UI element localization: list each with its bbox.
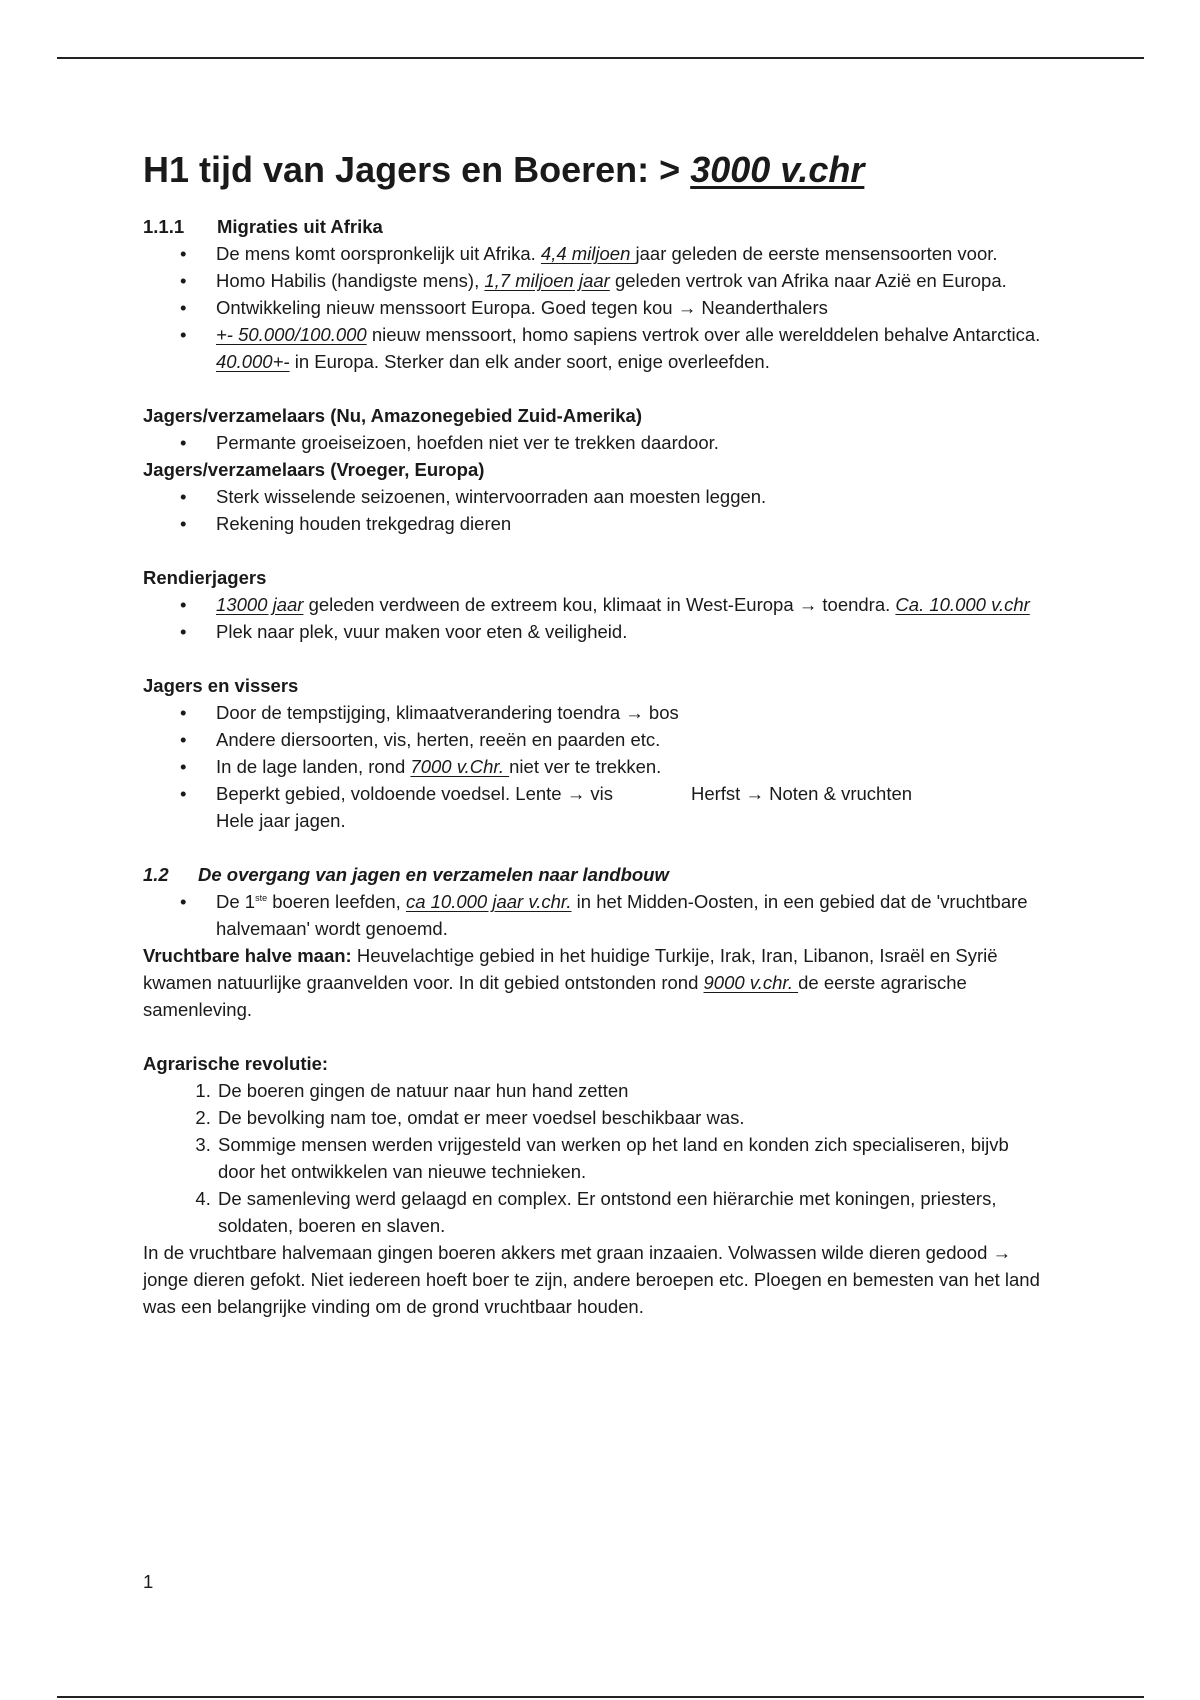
jagers-vroeger-list bbox=[143, 483, 1043, 537]
rendierjagers-list bbox=[143, 591, 1043, 645]
list-item: 2. De bevolking nam toe, omdat er meer voedsel beschikbaar was. bbox=[216, 1104, 1043, 1131]
list-item: • +- 50.000/100.000 nieuw menssoort, homo sapiens vertrok over alle werelddelen behalve Antarctica. 40.000+- in Europa. Sterker dan elk ander soort, enige overleefden. bbox=[216, 321, 1043, 375]
list-item: • Rekening houden trekgedrag dieren bbox=[216, 510, 1043, 537]
list-item: • Andere diersoorten, vis, herten, reeën en paarden etc. bbox=[216, 726, 1043, 753]
rendierjagers-heading: Rendierjagers bbox=[143, 567, 267, 588]
header-rule bbox=[57, 57, 1144, 59]
footer-rule bbox=[57, 1696, 1144, 1698]
list-item: • In de lage landen, rond 7000 v.Chr. niet ver te trekken. bbox=[216, 753, 1043, 780]
list-item: • Door de tempstijging, klimaatverandering toendra → bos bbox=[216, 699, 1043, 726]
list-item: • Beperkt gebied, voldoende voedsel. Lente → vis Herfst → Noten & vruchten Hele jaar jagen. bbox=[216, 780, 1043, 834]
section-1-2-heading: 1.2 De overgang van jagen en verzamelen naar landbouw bbox=[143, 864, 669, 885]
section-1-1-1-heading: 1.1.1 Migraties uit Afrika bbox=[143, 216, 383, 237]
list-item: • Ontwikkeling nieuw menssoort Europa. Goed tegen kou → Neanderthalers bbox=[216, 294, 1043, 321]
list-item: • Sterk wisselende seizoenen, wintervoorraden aan moesten leggen. bbox=[216, 483, 1043, 510]
list-item: 1. De boeren gingen de natuur naar hun hand zetten bbox=[216, 1077, 1043, 1104]
section-1-2-list bbox=[143, 888, 1043, 942]
list-item: • De mens komt oorspronkelijk uit Afrika. 4,4 miljoen jaar geleden de eerste mensensoorten voor. bbox=[216, 240, 1043, 267]
section-1-1-1-list bbox=[143, 240, 1043, 375]
halvemaan-paragraph: Vruchtbare halve maan: Heuvelachtige gebied in het huidige Turkije, Irak, Iran, Libanon, Israël en Syrië kwamen natuurlijke graanvelden voor. In dit gebied ontstonden rond 9000 v.chr. de eerste agrarische samenleving. bbox=[143, 945, 998, 1020]
list-item: • De 1ste boeren leefden, ca 10.000 jaar v.chr. in het Midden-Oosten, in een gebied dat de 'vruchtbare halvemaan' wordt genoemd. bbox=[216, 888, 1043, 942]
list-item: • Plek naar plek, vuur maken voor eten & veiligheid. bbox=[216, 618, 1043, 645]
agrarisch-paragraph: In de vruchtbare halvemaan gingen boeren akkers met graan inzaaien. Volwassen wilde dieren gedood → jonge dieren gefokt. Niet iedereen hoeft boer te zijn, andere beroepen etc. Ploegen en bemesten van het land was een belangrijke vinding om de grond vruchtbaar houden. bbox=[143, 1242, 1040, 1317]
page-title: H1 tijd van Jagers en Boeren: > 3000 v.chr bbox=[143, 149, 865, 190]
agrarische-revolutie-list bbox=[143, 1077, 1043, 1239]
jagers-vroeger-heading: Jagers/verzamelaars (Vroeger, Europa) bbox=[143, 459, 485, 480]
page-number: 1 bbox=[143, 1571, 154, 1592]
list-item: • Homo Habilis (handigste mens), 1,7 miljoen jaar geleden vertrok van Afrika naar Azië en Europa. bbox=[216, 267, 1043, 294]
jagers-nu-list bbox=[143, 429, 1043, 456]
list-item: 3. Sommige mensen werden vrijgesteld van werken op het land en konden zich specialiseren, bijvb door het ontwikkelen van nieuwe technieken. bbox=[216, 1131, 1043, 1185]
list-item: • Permante groeiseizoen, hoefden niet ver te trekken daardoor. bbox=[216, 429, 1043, 456]
document-body bbox=[143, 146, 1043, 1320]
jagers-nu-heading: Jagers/verzamelaars (Nu, Amazonegebied Zuid-Amerika) bbox=[143, 405, 642, 426]
jagers-vissers-heading: Jagers en vissers bbox=[143, 675, 299, 696]
jagers-vissers-list bbox=[143, 699, 1043, 834]
agrarische-revolutie-heading: Agrarische revolutie: bbox=[143, 1053, 329, 1074]
list-item: • 13000 jaar geleden verdween de extreem kou, klimaat in West-Europa → toendra. Ca. 10.000 v.chr bbox=[216, 591, 1043, 618]
list-item: 4. De samenleving werd gelaagd en complex. Er ontstond een hiërarchie met koningen, priesters, soldaten, boeren en slaven. bbox=[216, 1185, 1043, 1239]
